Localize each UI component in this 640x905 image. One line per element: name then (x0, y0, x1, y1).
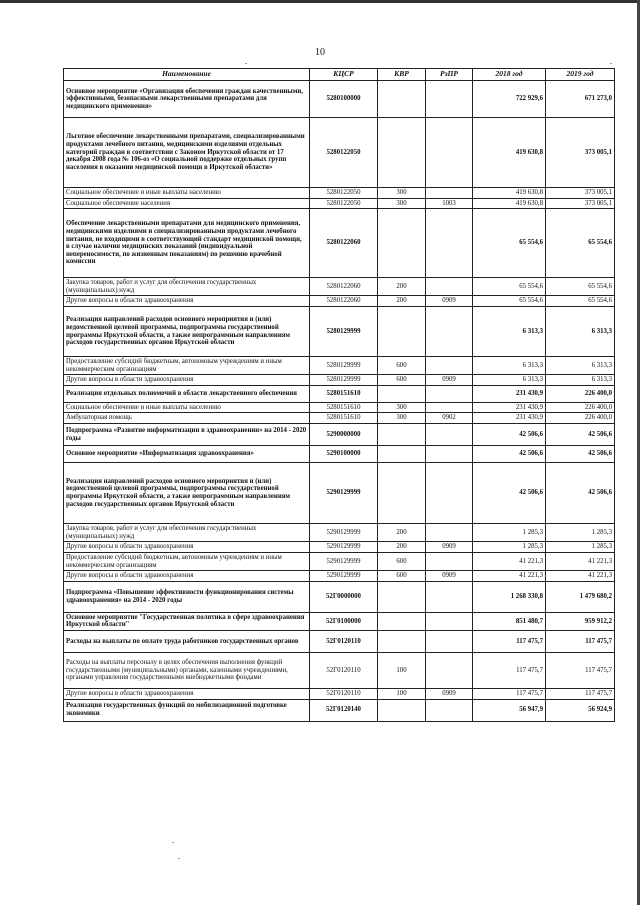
table-row (64, 357, 615, 375)
cell-kvr: 600 (378, 571, 426, 582)
cell-name: Закупка товаров, работ и услуг для обеспечения государственных (муниципальных) нужд (64, 524, 310, 542)
cell-y2019: 41 221,3 (546, 552, 615, 570)
header-kvr: КВР (378, 69, 426, 81)
cell-y2018: 6 313,3 (473, 375, 546, 386)
cell-rzpr: 1003 (426, 198, 473, 209)
cell-kcsr: 52Г0120110 (310, 652, 378, 688)
cell-kvr: 200 (378, 542, 426, 553)
cell-kcsr: 5280122050 (310, 118, 378, 188)
cell-kcsr: 5280122050 (310, 188, 378, 199)
table-row (64, 552, 615, 570)
cell-y2019: 1 285,3 (546, 524, 615, 542)
cell-rzpr (426, 278, 473, 296)
cell-kcsr: 5290129999 (310, 571, 378, 582)
cell-name: Основное мероприятие «Информатизация здравоохранения» (64, 446, 310, 463)
table-row (64, 542, 615, 553)
scan-speck (178, 858, 180, 859)
cell-y2019: 117 475,7 (546, 688, 615, 699)
cell-kcsr: 5280122060 (310, 296, 378, 307)
cell-kcsr: 5280100000 (310, 81, 378, 118)
cell-kcsr: 52Г0120110 (310, 688, 378, 699)
cell-y2019: 226 400,0 (546, 402, 615, 413)
table-row (64, 524, 615, 542)
cell-y2018: 1 268 330,8 (473, 581, 546, 612)
cell-name: Предоставление субсидий бюджетным, автономным учреждениям и иным некоммерческим организациям (64, 357, 310, 375)
cell-kvr: 100 (378, 688, 426, 699)
cell-kvr: 300 (378, 188, 426, 199)
cell-rzpr (426, 552, 473, 570)
cell-name: Социальное обеспечение и иные выплаты населению (64, 402, 310, 413)
cell-y2019: 117 475,7 (546, 630, 615, 652)
cell-name: Расходы на выплаты по оплате труда работников государственных органов (64, 630, 310, 652)
table-row (64, 385, 615, 402)
cell-name: Реализация отдельных полномочий в области лекарственного обеспечения (64, 385, 310, 402)
table-row (64, 446, 615, 463)
table-row (64, 278, 615, 296)
cell-rzpr: 0909 (426, 296, 473, 307)
table-row (64, 630, 615, 652)
table-row (64, 571, 615, 582)
cell-y2019: 1 479 680,2 (546, 581, 615, 612)
cell-rzpr (426, 385, 473, 402)
scan-top-edge (0, 0, 640, 3)
cell-kvr: 300 (378, 402, 426, 413)
cell-kvr: 600 (378, 552, 426, 570)
cell-kcsr: 5290129999 (310, 463, 378, 524)
cell-y2018: 117 475,7 (473, 688, 546, 699)
cell-kvr (378, 307, 426, 357)
cell-name: Другие вопросы в области здравоохранения (64, 688, 310, 699)
cell-name: Подпрограмма «Развитие информатизации в здравоохранении» на 2014 - 2020 годы (64, 424, 310, 446)
header-2018: 2018 год (473, 69, 546, 81)
cell-rzpr (426, 188, 473, 199)
cell-name: Социальное обеспечение и иные выплаты населению (64, 188, 310, 199)
cell-rzpr (426, 118, 473, 188)
cell-y2019: 6 313,3 (546, 375, 615, 386)
cell-kcsr: 52Г0000000 (310, 581, 378, 612)
cell-rzpr (426, 630, 473, 652)
cell-y2018: 231 430,9 (473, 385, 546, 402)
cell-name: Основное мероприятие "Государственная политика в сфере здравоохранения Иркутской области" (64, 612, 310, 630)
cell-y2019: 42 506,6 (546, 424, 615, 446)
cell-rzpr: 0909 (426, 571, 473, 582)
cell-kvr (378, 118, 426, 188)
cell-y2019: 42 506,6 (546, 463, 615, 524)
cell-kvr: 200 (378, 524, 426, 542)
cell-y2018: 1 285,3 (473, 542, 546, 553)
cell-kcsr: 5280129999 (310, 375, 378, 386)
cell-y2018: 231 430,9 (473, 402, 546, 413)
cell-kvr (378, 463, 426, 524)
cell-y2019: 56 924,9 (546, 699, 615, 721)
cell-kcsr: 5280151610 (310, 385, 378, 402)
table-row (64, 688, 615, 699)
budget-table (63, 68, 615, 722)
cell-y2019: 226 400,0 (546, 385, 615, 402)
cell-kvr: 600 (378, 357, 426, 375)
cell-kvr: 200 (378, 278, 426, 296)
cell-y2018: 65 554,6 (473, 278, 546, 296)
cell-kvr (378, 581, 426, 612)
table-row (64, 652, 615, 688)
cell-rzpr (426, 307, 473, 357)
cell-y2018: 42 506,6 (473, 424, 546, 446)
cell-y2018: 65 554,6 (473, 209, 546, 278)
cell-y2018: 722 929,6 (473, 81, 546, 118)
table-row (64, 209, 615, 278)
cell-kvr (378, 612, 426, 630)
cell-kvr (378, 446, 426, 463)
cell-y2018: 65 554,6 (473, 296, 546, 307)
cell-name: Другие вопросы в области здравоохранения (64, 375, 310, 386)
cell-kcsr: 5290000000 (310, 424, 378, 446)
header-rzpr: РзПР (426, 69, 473, 81)
cell-name: Реализация государственных функций по мобилизационной подготовке экономики (64, 699, 310, 721)
header-kcsr: КЦСР (310, 69, 378, 81)
cell-y2019: 65 554,6 (546, 209, 615, 278)
scan-speck (172, 842, 174, 843)
cell-y2019: 6 313,3 (546, 357, 615, 375)
scan-speck (610, 63, 612, 64)
cell-name: Льготное обеспечение лекарственными препаратами, специализированными продуктами лечебного питания, медицинскими изделиями отдельных категорий граждан в соответствии с Законом Иркутской области от 17 декабря 2008 года № 106-оз «О социальной поддержке отдельных групп населения в оказании медицинской помощи в Иркутской области» (64, 118, 310, 188)
cell-kvr (378, 699, 426, 721)
cell-name: Закупка товаров, работ и услуг для обеспечения государственных (муниципальных) нужд (64, 278, 310, 296)
cell-name: Расходы на выплаты персоналу в целях обеспечения выполнения функций государственными (муниципальными) органами, казенными учреждениями, органами управления государственными внебюджетными фондами (64, 652, 310, 688)
cell-kcsr: 5290129999 (310, 542, 378, 553)
cell-name: Основное мероприятие «Организация обеспечения граждан качественными, эффективными, безопасными лекарственными препаратами для медицинского применения» (64, 81, 310, 118)
cell-rzpr: 0909 (426, 375, 473, 386)
cell-rzpr (426, 402, 473, 413)
cell-name: Другие вопросы в области здравоохранения (64, 296, 310, 307)
cell-kcsr: 5280151610 (310, 413, 378, 424)
cell-name: Реализация направлений расходов основного мероприятия и (или) ведомственной целевой программы, подпрограммы государственной программы Иркутской области, а также непрограммным направлениям расходов государственных органов Иркутской области (64, 307, 310, 357)
cell-y2018: 56 947,9 (473, 699, 546, 721)
cell-kvr: 600 (378, 375, 426, 386)
cell-y2019: 373 005,1 (546, 188, 615, 199)
table-row (64, 188, 615, 199)
cell-rzpr (426, 699, 473, 721)
table-row (64, 81, 615, 118)
cell-y2019: 6 313,3 (546, 307, 615, 357)
cell-rzpr (426, 424, 473, 446)
cell-rzpr: 0909 (426, 688, 473, 699)
cell-y2019: 373 005,1 (546, 198, 615, 209)
cell-y2018: 419 630,8 (473, 188, 546, 199)
cell-rzpr (426, 524, 473, 542)
cell-kcsr: 52Г0100000 (310, 612, 378, 630)
cell-y2019: 117 475,7 (546, 652, 615, 688)
cell-y2018: 41 221,3 (473, 552, 546, 570)
cell-name: Социальное обеспечение населения (64, 198, 310, 209)
cell-name: Амбулаторная помощь (64, 413, 310, 424)
cell-kvr (378, 81, 426, 118)
cell-rzpr (426, 652, 473, 688)
cell-y2018: 117 475,7 (473, 652, 546, 688)
table-row (64, 375, 615, 386)
cell-kcsr: 5280151610 (310, 402, 378, 413)
cell-name: Обеспечение лекарственными препаратами для медицинского применения, медицинскими изделиями и специализированными продуктами лечебного питания, не входящими в соответствующий стандарт медицинской помощи, в случае наличия медицинских показаний (индивидуальной непереносимости, по жизненным показаниям) по решению врачебной комиссии (64, 209, 310, 278)
cell-kvr: 300 (378, 198, 426, 209)
table-row (64, 424, 615, 446)
cell-kvr (378, 630, 426, 652)
cell-y2018: 419 630,8 (473, 198, 546, 209)
cell-y2019: 41 221,3 (546, 571, 615, 582)
cell-kcsr: 5290129999 (310, 524, 378, 542)
cell-rzpr (426, 81, 473, 118)
cell-kcsr: 5290100000 (310, 446, 378, 463)
table-row (64, 413, 615, 424)
cell-kcsr: 5280129999 (310, 357, 378, 375)
cell-name: Подпрограмма «Повышение эффективности функционирования системы здравоохранения» на 2014 - 2020 годы (64, 581, 310, 612)
cell-y2019: 1 285,3 (546, 542, 615, 553)
cell-kcsr: 5290129999 (310, 552, 378, 570)
cell-y2019: 959 912,2 (546, 612, 615, 630)
cell-y2019: 42 506,6 (546, 446, 615, 463)
cell-y2018: 231 430,9 (473, 413, 546, 424)
cell-rzpr: 0902 (426, 413, 473, 424)
cell-kvr (378, 424, 426, 446)
cell-y2018: 42 506,6 (473, 446, 546, 463)
cell-name: Другие вопросы в области здравоохранения (64, 571, 310, 582)
cell-kcsr: 5280129999 (310, 307, 378, 357)
cell-kcsr: 5280122050 (310, 198, 378, 209)
cell-y2018: 419 630,8 (473, 118, 546, 188)
cell-y2019: 671 273,0 (546, 81, 615, 118)
cell-name: Предоставление субсидий бюджетным, автономным учреждениям и иным некоммерческим организациям (64, 552, 310, 570)
cell-rzpr (426, 446, 473, 463)
cell-rzpr (426, 357, 473, 375)
cell-y2019: 373 005,1 (546, 118, 615, 188)
cell-kcsr: 52Г0120140 (310, 699, 378, 721)
scan-speck (245, 63, 247, 64)
cell-kcsr: 5280122060 (310, 278, 378, 296)
cell-rzpr (426, 581, 473, 612)
table-row (64, 612, 615, 630)
cell-kvr: 300 (378, 413, 426, 424)
cell-rzpr (426, 209, 473, 278)
table-row (64, 307, 615, 357)
cell-y2018: 6 313,3 (473, 357, 546, 375)
cell-name: Реализация направлений расходов основного мероприятия и (или) ведомственной целевой программы, подпрограммы государственной программы Иркутской области, а также непрограммным направлениям расходов государственных органов Иркутской области (64, 463, 310, 524)
page-number: 10 (315, 47, 325, 58)
header-2019: 2019 год (546, 69, 615, 81)
table-row (64, 118, 615, 188)
cell-y2018: 42 506,6 (473, 463, 546, 524)
cell-rzpr (426, 612, 473, 630)
table-row (64, 699, 615, 721)
cell-y2019: 65 554,6 (546, 296, 615, 307)
table-header-row (64, 69, 615, 81)
table-row (64, 463, 615, 524)
header-name: Наименование (64, 69, 310, 81)
cell-kcsr: 52Г0120110 (310, 630, 378, 652)
table-row (64, 581, 615, 612)
cell-kvr: 200 (378, 296, 426, 307)
cell-rzpr: 0909 (426, 542, 473, 553)
cell-kvr: 100 (378, 652, 426, 688)
cell-y2018: 6 313,3 (473, 307, 546, 357)
table-row (64, 296, 615, 307)
cell-y2019: 65 554,6 (546, 278, 615, 296)
cell-kcsr: 5280122060 (310, 209, 378, 278)
table-row (64, 402, 615, 413)
table-row (64, 198, 615, 209)
cell-kvr (378, 209, 426, 278)
cell-y2018: 41 221,3 (473, 571, 546, 582)
cell-name: Другие вопросы в области здравоохранения (64, 542, 310, 553)
cell-y2018: 851 480,7 (473, 612, 546, 630)
cell-y2018: 117 475,7 (473, 630, 546, 652)
cell-y2018: 1 285,3 (473, 524, 546, 542)
cell-rzpr (426, 463, 473, 524)
cell-kvr (378, 385, 426, 402)
cell-y2019: 226 400,0 (546, 413, 615, 424)
